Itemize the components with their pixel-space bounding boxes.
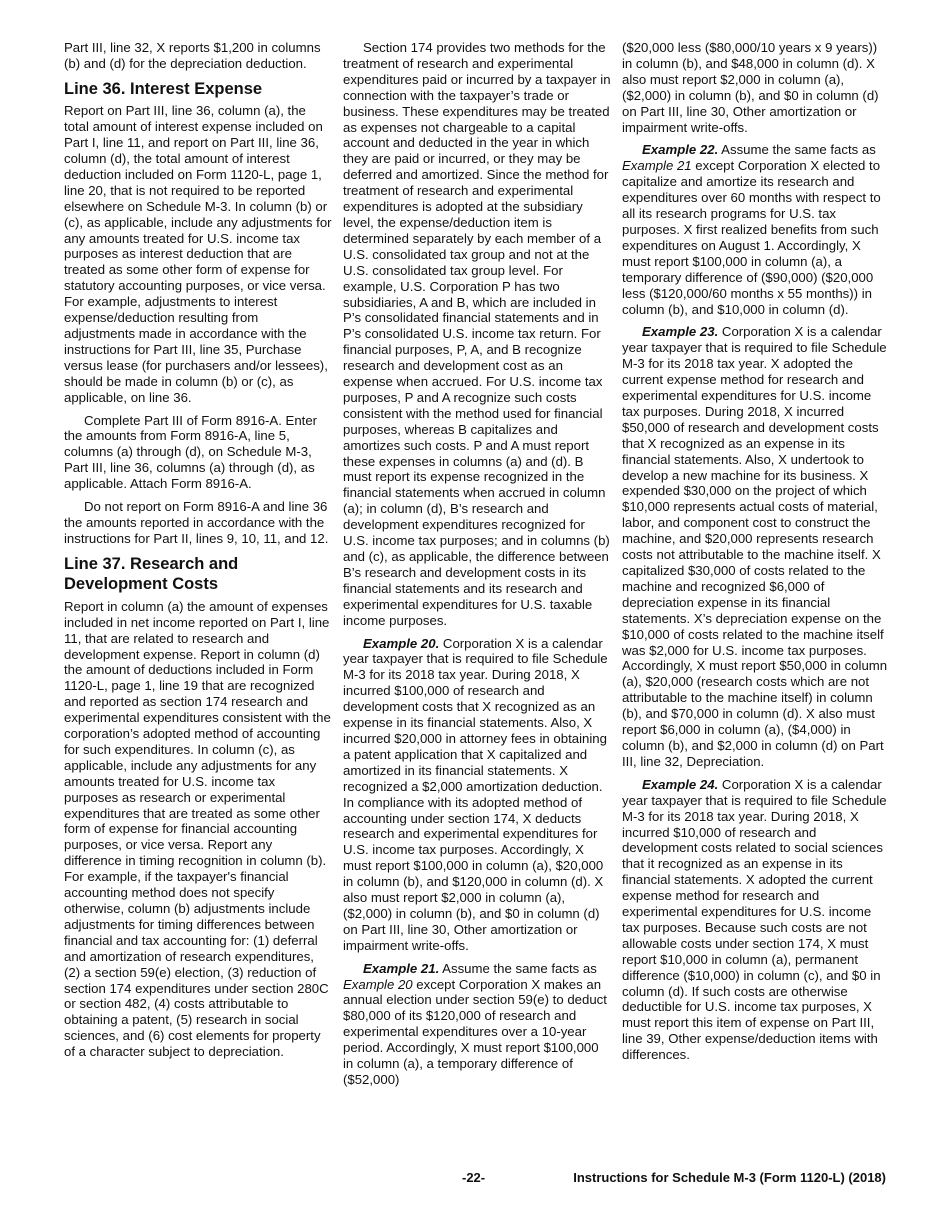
column-right xyxy=(622,40,890,1070)
example-label: Example 24. xyxy=(642,776,719,792)
paragraph xyxy=(343,961,611,1088)
paragraph-text: Corporation X is a calendar year taxpayer that is required to file Schedule M-3 for its 2018 tax year. During 2018, X incurred $100,000 of research and development costs that X recognized as an expense in its financial statements. Also, X incurred $20,000 in attorney fees in obtaining a patent application that X capitalized and amortized in its financial statements. X recognized a $2,000 amortization deduction. In compliance with its adopted method of accounting under section 174, X deducts research and experimental expenditures for U.S. income tax purposes. Accordingly, X must report $100,000 in column (a), $20,000 in column (b), and $120,000 in column (d). X also must report $2,000 in column (a), ($2,000) in column (b), and $0 in column (d) on Part III, line 30, Other amortization or impairment write-offs. xyxy=(343,635,608,953)
paragraph xyxy=(343,636,611,954)
paragraph-text: Assume the same facts as xyxy=(439,960,597,976)
section-heading: Line 36. Interest Expense xyxy=(64,79,263,98)
paragraph-text: Assume the same facts as xyxy=(718,142,876,158)
paragraph-text: Do not report on Form 8916-A and line 36 the amounts reported in accordance with the instructions for Part II, lines 9, 10, 11, and 12. xyxy=(64,499,329,546)
column-middle xyxy=(343,40,611,1095)
paragraph xyxy=(64,413,332,493)
footer-title: Instructions for Schedule M-3 (Form 1120-L) (2018) xyxy=(573,1170,886,1185)
paragraph-text: ($20,000 less ($80,000/10 years x 9 years)) in column (b), and $48,000 in column (d). X also must report $2,000 in column (a), ($2,000) in column (b), and $0 in column (d) on Part III, line 30, Other amortization or impairment write-offs. xyxy=(622,40,879,135)
paragraph-text: except Corporation X makes an annual election under section 59(e) to deduct $80,000 of its $120,000 of research and experimental expenditures over a 10-year period. Accordingly, X must report $100,000 in column (a), a temporary difference of ($52,000) xyxy=(343,976,607,1087)
example-label: Example 20. xyxy=(363,635,440,651)
column-left xyxy=(64,40,332,1067)
paragraph xyxy=(64,40,332,72)
paragraph-text: Part III, line 32, X reports $1,200 in columns (b) and (d) for the depreciation deduction. xyxy=(64,40,321,71)
paragraph-text: Complete Part III of Form 8916-A. Enter the amounts from Form 8916-A, line 5, columns (a) through (d), on Schedule M-3, Part III, line 36, columns (a) through (d), as applicable. Attach Form 8916-A. xyxy=(64,412,318,492)
paragraph xyxy=(343,40,611,629)
paragraph-text: except Corporation X elected to capitalize and amortize its research and expenditures over 60 months with respect to all its research programs for U.S. tax purposes. X first realized benefits from such expenditures on August 1. Accordingly, X must report $100,000 in column (a), a temporary difference of ($90,000) ($20,000 less ($120,000/60 months x 55 months)) in column (b), and $10,000 in column (d). xyxy=(622,158,881,317)
paragraph xyxy=(64,599,332,1060)
example-label: Example 23. xyxy=(642,324,719,340)
example-reference: Example 21 xyxy=(622,158,692,174)
example-label: Example 21. xyxy=(363,960,440,976)
example-label: Example 22. xyxy=(642,142,719,158)
paragraph xyxy=(622,324,890,769)
paragraph-text: Report on Part III, line 36, column (a), the total amount of interest expense included on Part I, line 11, and report on Part III, line 36, column (d), the total amount of interest deduction included on Form 1120-L, page 1, line 20, that is not required to be reported elsewhere on Schedule M-3. In column (b) or (c), as applicable, include any adjustments for any amounts treated for U.S. income tax purposes as interest deduction that are treated as some other form of expense for statutory accounting purposes, or vice versa. For example, adjustments to interest expense/deduction resulting from adjustments made in accordance with the instructions for Part III, line 35, Purchase versus lease (for purchasers and/or lessees), should be made in column (b) or (c), as applicable, on line 36. xyxy=(64,103,332,405)
page-number: -22- xyxy=(462,1170,486,1185)
paragraph-text: Section 174 provides two methods for the treatment of research and experimental expenditures paid or incurred by a taxpayer in connection with the taxpayer’s trade or business. These expenditures may be treated as expenses not chargeable to a capital account and deducted in the year in which they are paid or incurred, or they may be deferred and amortized. Since the method for treatment of research and experimental expenditures is adopted at the subsidiary level, the expense/deduction item is determined separately by each member of a U.S. consolidated tax group and not at the U.S. consolidated tax group level. For example, U.S. Corporation P has two subsidiaries, A and B, which are included in P’s consolidated financial statements and in P’s consolidated U.S. income tax return. For financial purposes, P, A, and B recognize research and development cost as an expense when accrued. For U.S. income tax purposes, P and A recognize such costs consistent with the method used for financial purposes, whereas B capitalizes and amortizes such costs. P and A must report these expenses in columns (a) and (d). B must report its expense recognized in the financial statements when accrued in column (a); in column (d), B’s research and development expenditures recognized for U.S. income tax purposes; and in columns (b) and (c), as applicable, the difference between B’s research and development costs in its financial statements and its research and experimental expenditures for U.S. taxable income purposes. xyxy=(343,40,611,628)
section-heading: Line 37. Research and Development Costs xyxy=(64,554,239,594)
paragraph xyxy=(64,499,332,547)
paragraph xyxy=(622,777,890,1063)
paragraph-text: Report in column (a) the amount of expenses included in net income reported on Part I, line 11, that are related to research and development expense. Report in column (d) the amount of deductions included in Form 1120-L, page 1, line 19 that are recognized and reported as section 174 research and experimental expenditures consistent with the corporation’s adopted method of accounting for such expenditures. In column (c), as applicable, include any adjustments for any amounts treated for U.S. income tax purposes as research or experimental expenditures that are treated as some other form of expense for financial accounting purposes, or vice versa. Report any difference in timing recognition in column (b). For example, if the taxpayer's financial accounting method does not specify otherwise, column (b) adjustments include adjustments for timing differences between financial and tax accounting for: (1) deferral and amortization of research expenditures, (2) a section 59(e) election, (3) reduction of section 174 expenditures under section 280C or section 482, (4) costs attributable to obtaining a patent, (5) research in social sciences, and (6) cost elements for property of a character subject to depreciation. xyxy=(64,598,331,1060)
paragraph-text: Corporation X is a calendar year taxpayer that is required to file Schedule M-3 for its 2018 tax year. X adopted the current expense method for research and experimental expenditures for U.S. income tax purposes. During 2018, X incurred $50,000 of research and development costs that X recognized as an expense in its financial statements. Also, X undertook to develop a new machine for its business. X expended $30,000 on the project of which $10,000 represents actual costs of material, labor, and component cost to construct the machine, and $20,000 represents research costs not attributable to the machine itself. X capitalized $30,000 of costs related to the machine and recognized $6,000 of depreciation expense in its financial statements. X’s depreciation expense on the $10,000 of costs related to the machine itself was $2,000 for U.S. income tax purposes. Accordingly, X must report $50,000 in column (a), $20,000 (research costs which are not attributable to the machine itself) in column (b), and $70,000 in column (d). X also must report $6,000 in column (a), ($4,000) in column (b), and $2,000 in column (d) on Part III, line 32, Depreciation. xyxy=(622,324,888,769)
paragraph-text: Corporation X is a calendar year taxpayer that is required to file Schedule M-3 for its 2018 tax year. During 2018, X incurred $10,000 of research and development costs related to social sciences that it recognized as an expense in its financial statements. X adopted the current expense method for research and experimental expenditures for U.S. income tax purposes. Because such costs are not allowable costs under section 174, X must report $10,000 in column (a), permanent difference ($10,000) in column (c), and $0 in column (d). If such costs are otherwise deductible for U.S. income tax purposes, X must report this item of expense on Part III, line 39, Other expense/deduction items with differences. xyxy=(622,776,887,1063)
paragraph xyxy=(622,142,890,317)
example-reference: Example 20 xyxy=(343,976,413,992)
paragraph xyxy=(64,103,332,405)
paragraph xyxy=(622,40,890,135)
